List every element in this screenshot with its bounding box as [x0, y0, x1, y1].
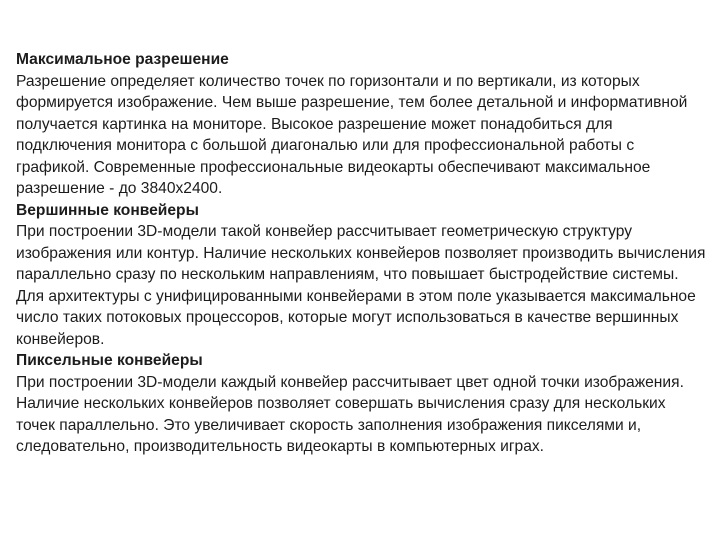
text-block — [16, 49, 706, 458]
paragraph-max-resolution: Разрешение определяет количество точек по горизонтали и по вертикали, из которых формируется изображение. Чем выше разрешение, тем более детальной и информативной получается картинка на мониторе. Высокое разрешение может понадобиться для подключения монитора с большой диагональю или для профессиональной работы с графикой. Современные профессиональные видеокарты обеспечивают максимальное разрешение - до 3840x2400. — [16, 72, 688, 197]
section-title-vertex-pipelines: Вершинные конвейеры — [16, 201, 199, 219]
paragraph-pixel-pipelines: При построении 3D-модели каждый конвейер рассчитывает цвет одной точки изображения. Наличие нескольких конвейеров позволяет совершать вычисления сразу для нескольких точек параллельно. Это увеличивает скорость заполнения изображения пикселями и, следовательно, производительность видеокарты в компьютерных играх. — [16, 373, 684, 455]
paragraph-vertex-pipelines: При построении 3D-модели такой конвейер рассчитывает геометрическую структуру изображения или контур. Наличие нескольких конвейеров позволяет производить вычисления параллельно сразу по нескольким направлениям, что повышает быстродействие системы. Для архитектуры с унифицированными конвейерами в этом поле указывается максимальное число таких потоковых процессоров, которые могут использоваться в качестве вершинных конвейеров. — [16, 223, 706, 348]
section-title-max-resolution: Максимальное разрешение — [16, 51, 229, 68]
section-title-pixel-pipelines: Пиксельные конвейеры — [16, 352, 203, 369]
